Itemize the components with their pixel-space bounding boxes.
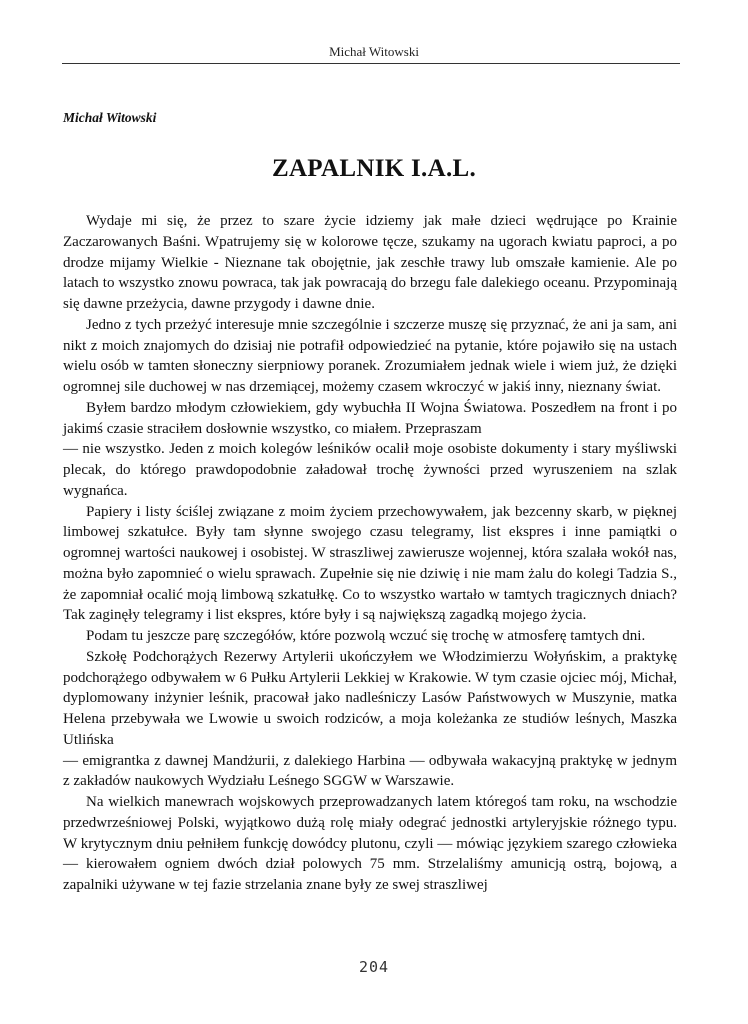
paragraph: Byłem bardzo młodym człowiekiem, gdy wybuchła II Wojna Światowa. Poszedłem na front i po jakimś czasie straciłem dosłownie wszystko, co miałem. Przepraszam xyxy=(63,399,677,437)
paragraph: Papiery i listy ściślej związane z moim życiem przechowywałem, jak bezcenny skarb, w pięknej limbowej szkatułce. Były tam słynne swojego czasu telegramy, list ekspres i inne pamiątki o ogromnej wartości naukowej i osobistej. W straszliwej zawierusze wojennej, która szalała wokół nas, można było zapomnieć o wielu sprawach. Zupełnie się nie dziwię i nie mam żalu do kolegi Tadzia S., że zapomniał ocalić moją limbową szkatułkę. Co to wszystko wartało w tamtych tragicznych dniach? Tak zaginęły telegramy i list ekspres, które były i są największą zagadką mojego życia. xyxy=(63,503,677,624)
paragraph: Wydaje mi się, że przez to szare życie idziemy jak małe dzieci wędrujące po Krainie Zaczarowanych Baśni. Wpatrujemy się w kolorowe tęcze, szukamy na ugorach kwiatu paproci, a po drodze mijamy Wielkie - Nieznane tak obojętnie, jak zeschłe trawy lub omszałe kamienie. Ale po latach to wszystko znowu powraca, tak jak powracają do brzegu fale dalekiego oceanu. Przypominają się dawne przeżycia, dawne przygody i dawne dnie. xyxy=(63,213,677,312)
article-title: ZAPALNIK I.A.L. xyxy=(271,155,477,182)
paragraph: Na wielkich manewrach wojskowych przeprowadzanych latem któregoś tam roku, na wschodzie przedwrześniowej Polski, wyjątkowo dużą rolę miały odegrać jednostki artyleryjskie różnego typu. W krytycznym dniu pełniłem funkcję dowódcy plutonu, czyli — mówiąc językiem szarego człowieka — kierowałem ogniem dwóch dział polowych 75 mm. Strzelaliśmy amunicją ostrą, bojową, a zapalniki używane w tej fazie strzelania znane były ze swej straszliwej xyxy=(63,794,677,893)
paragraph: Podam tu jeszcze parę szczegółów, które pozwolą wczuć się trochę w atmosferę tamtych dni. xyxy=(86,628,646,644)
paragraph-continuation: — nie wszystko. Jeden z moich kolegów leśników ocalił moje osobiste dokumenty i stary myśliwski plecak, do którego prawdopodobnie załadował trochę żywności przed wyruszeniem na szlak wygnańca. xyxy=(63,441,677,499)
paragraph: Szkołę Podchorążych Rezerwy Artylerii ukończyłem we Włodzimierzu Wołyńskim, a praktykę podchorążego odbywałem w 6 Pułku Artylerii Lekkiej w Krakowie. W tym czasie ojciec mój, Michał, dyplomowany inżynier leśnik, pracował jako nadleśniczy Lasów Państwowych w Muszynie, matka Helena przebywała we Lwowie u swoich rodziców, a moja koleżanka ze studiów leśnych, Maszka Utlińska xyxy=(63,648,677,748)
article-author: Michał Witowski xyxy=(63,110,157,125)
running-header: Michał Witowski xyxy=(329,44,419,59)
page-number: 204 xyxy=(358,958,390,976)
article-body xyxy=(63,211,677,896)
header-divider xyxy=(62,63,680,64)
paragraph-continuation: — emigrantka z dawnej Mandżurii, z dalekiego Harbina — odbywała wakacyjną praktykę w jednym z zakładów naukowych Wydziału Leśnego SGGW w Warszawie. xyxy=(63,752,677,790)
paragraph: Jedno z tych przeżyć interesuje mnie szczególnie i szczerze muszę się przyznać, że ani ja sam, ani nikt z moich znajomych do dzisiaj nie potrafił odpowiedzieć na pytanie, które pojawiło się na ustach wielu osób w tamten słoneczny sierpniowy poranek. Zrozumiałem jednak wiele i wiem już, że dzięki ogromnej sile duchowej w nas drzemiącej, możemy czasem wkroczyć w jakiś inny, nieznany świat. xyxy=(63,316,677,395)
